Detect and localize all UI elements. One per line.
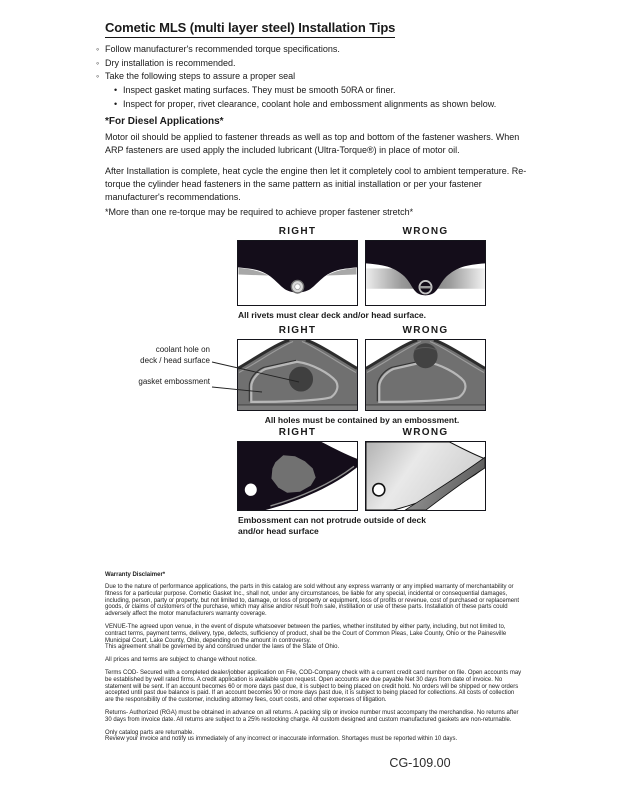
embossment-wrong-panel [365,441,486,511]
wrong-label: WRONG [402,427,449,438]
rivet-wrong-illustration [366,241,485,305]
returns-paragraph: Returns- Authorized (RGA) must be obtained in advance on all returns. A packing slip or invoice number must accompany the merchandise. No returns after 30 days from invoice date. All returns are subject to a 25% restocking charge. All custom designed and custom manufactured gaskets are non-returnable. [105,709,519,723]
gasket-embossment-callout: gasket embossment [138,377,210,386]
holes-wrong-illustration [366,340,485,410]
agreement-paragraph: This agreement shall be governed by and construed under the laws of the State of Ohio. [105,644,340,651]
page-number: CG-109.00 [389,756,451,770]
right-label: RIGHT [278,325,317,336]
page-title: Cometic MLS (multi layer steel) Installation Tips [105,20,395,38]
list-item [96,70,601,84]
list-item [96,57,601,71]
rivet-right-panel [237,240,358,306]
tip-text: Inspect gasket mating surfaces. They must be smooth 50RA or finer. [123,85,396,96]
holes-wrong-panel [365,339,486,411]
embossment-diagram [237,427,487,542]
wrong-label: WRONG [402,226,449,237]
warranty-heading: Warranty Disclaimer* [105,572,166,578]
embossment-wrong-illustration [366,442,485,510]
rivet-diagram [237,226,487,326]
venue-paragraph: VENUE-The agreed upon venue, in the event of dispute whatsoever between the parties, whether instituted by either party, including, but not limited to, contract terms, payment terms, delivery, type, defects, sufficiency of product, shall be the Court of Common Pleas, Lake County, Ohio or the Painesville Municipal Court, Lake County, Ohio, depending on the amount in controversy. [105,623,507,644]
list-item [96,84,601,98]
review-invoice-paragraph: Review your invoice and notify us immediately of any incorrect or inaccurate information. Shortages must be reported within 10 days. [105,736,458,743]
tip-text: Inspect for proper, rivet clearance, coolant hole and embossment alignments as shown below. [123,98,497,109]
holes-caption: All holes must be contained by an embossment. [264,415,460,425]
rivet-right-illustration [238,241,357,305]
bolt-hole-shape [373,484,385,496]
bolt-hole-shape [245,484,257,496]
installation-tips-list [96,43,601,112]
right-label: RIGHT [278,226,317,237]
retorque-note: *More than one re-torque may be required to achieve proper fastener stretch* [105,207,414,217]
circle-bullet-icon: ◦ [96,71,100,82]
warranty-disclaimer-section [105,572,523,749]
diesel-paragraph-oil: Motor oil should be applied to fastener threads as well as top and bottom of the fastener washers. When ARP fasteners are used apply the included lubricant (Ultra-Torque®) in place of motor oil. [105,132,520,155]
list-item [96,43,601,57]
embossment-right-illustration [238,442,357,510]
prices-paragraph: All prices and terms are subject to change without notice. [105,657,257,664]
warranty-paragraph: Due to the nature of performance applications, the parts in this catalog are sold without any express warranty or any implied warranty of merchantability or fitness for a particular purpose. Cometic Gasket Inc., shall not, under any circumstances, be liable for any special, incidental or consequential damages, including, person, party or property, but not limited to, damage, or loss of property or equipment, loss of profits or revenue, cost of purchased or replacement goods, or claims of customers of the purchase, which may arise and/or result from sale, instillation or use of these parts. Installation of these parts could adversely affect the motor manufacturers warranty coverage. [105,584,520,618]
coolant-hole-callout: coolant hole on deck / head surface [140,345,210,365]
wrong-label: WRONG [402,325,449,336]
right-label: RIGHT [278,427,317,438]
dot-bullet-icon: • [114,98,118,109]
callout-leader-lines [210,348,310,398]
circle-bullet-icon: ◦ [96,44,100,54]
diesel-applications-heading: *For Diesel Applications* [105,116,224,127]
tip-text: Take the following steps to assure a proper seal [105,71,296,82]
circle-bullet-icon: ◦ [96,57,100,68]
dot-bullet-icon: • [114,85,118,96]
catalog-parts-paragraph: Only catalog parts are returnable. [105,729,195,736]
embossment-caption: Embossment can not protrude outside of deck and/or head surface [238,515,426,536]
embossment-right-panel [237,441,358,511]
rivet-wrong-panel [365,240,486,306]
list-item [96,98,601,112]
diesel-paragraph-retorque: After Installation is complete, heat cycle the engine then let it completely cool to ambient temperature. Re-torque the cylinder head fasteners in the same pattern as initial installation or per your fastener manufacturer's recommendations. [105,166,527,202]
rivet-caption: All rivets must clear deck and/or head surface. [238,310,427,320]
terms-cod-paragraph: Terms COD- Secured with a completed dealer/jobber application on File, COD-Company check with a current credit card number on file. Open accounts may be established by well rated firms. A credit application is available upon request. Open accounts are due payable Net 30 days from date of invoice. No statement will be sent. If an account becomes 60 or more days past due, it is subject to being placed on credit hold. No orders will be shipped or new orders accepted until past due balance is paid. If an account becomes 90 or more days past due, it is subject to being placed for collections. All costs of collection are the responsibility of the customer, including attorney fees, court costs, and other expenses of litigation. [105,669,522,704]
tip-text: Dry installation is recommended. [105,57,236,68]
tip-text: Follow manufacturer's recommended torque specifications. [105,44,340,54]
